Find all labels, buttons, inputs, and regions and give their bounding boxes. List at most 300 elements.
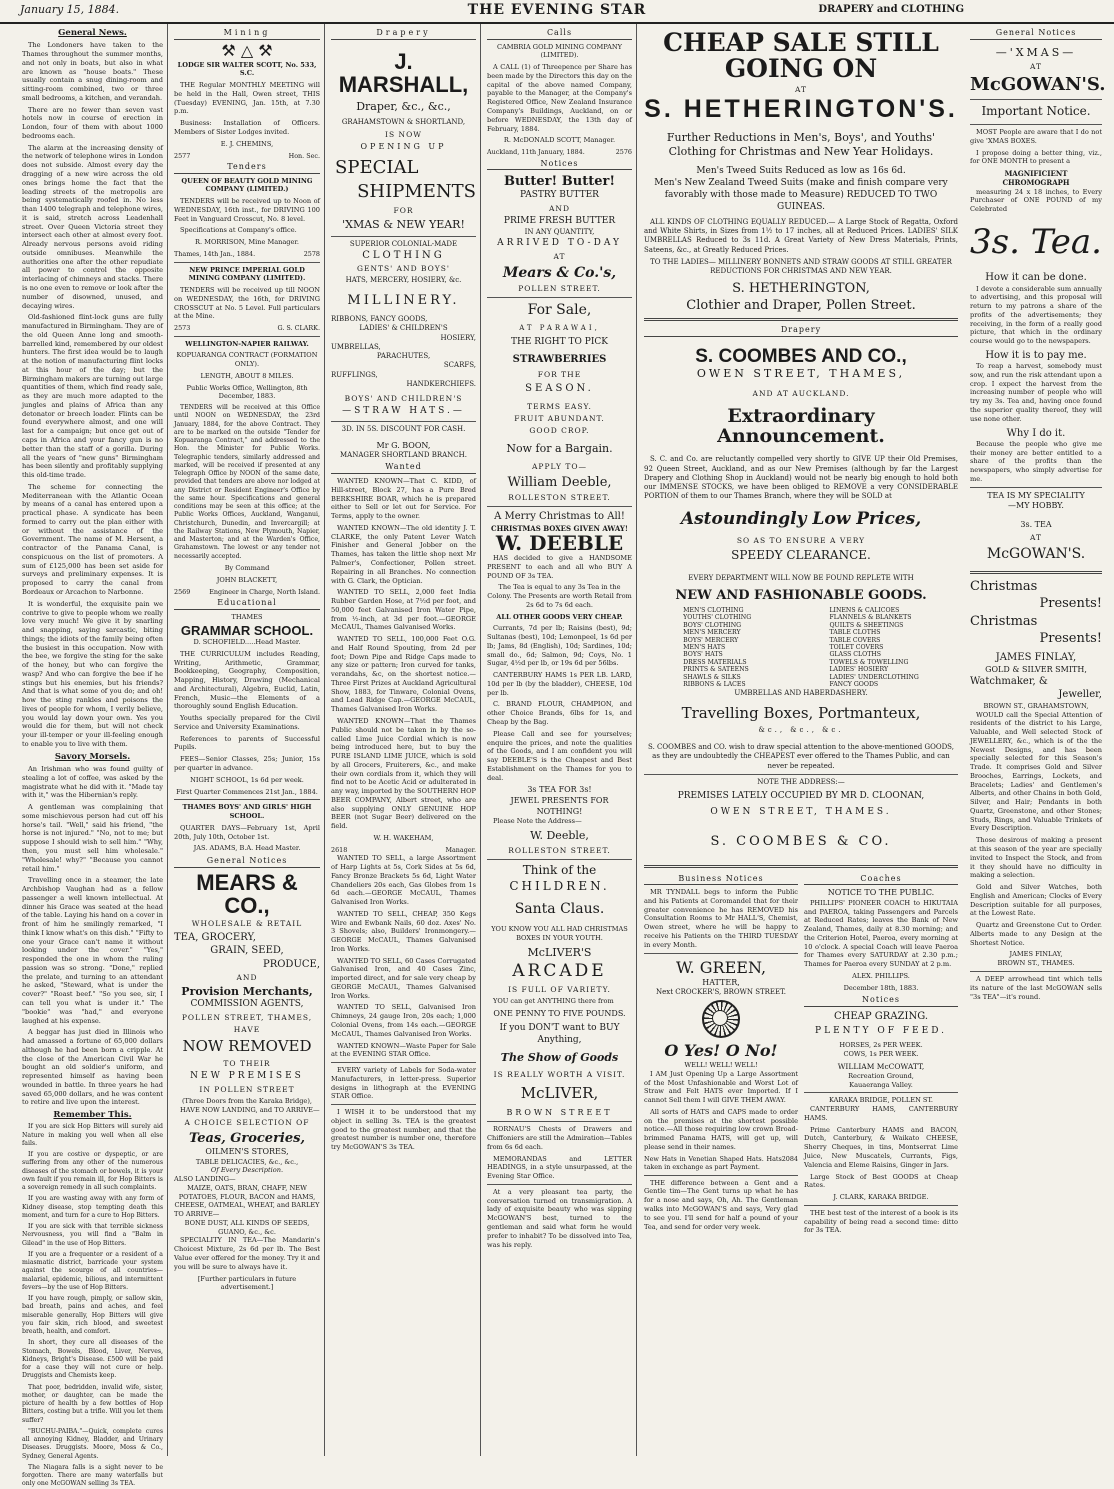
marshall-gents: GENTS' AND BOYS'	[357, 264, 450, 274]
canterbury-hams: CANTERBURY HAMS, CANTERBURY HAMS.	[804, 1105, 958, 1122]
marshall-title: J. MARSHALL,	[338, 48, 469, 97]
phillips-signature: ALEX. PHILLIPS.	[852, 971, 910, 980]
deeble-brand: C. BRAND FLOUR, CHAMPION, and other Choice Brands, 6lbs for 1s, and Cheap by the Bag.	[487, 700, 632, 726]
wanted-ad: WANTED KNOWN—That C. KIDD, of Hill-street, Block 27, has a Pure Bred BERKSHIRE BOAR, which he is prepared either to Sell or let out for Service. For Terms, apply to the owner.	[331, 477, 476, 521]
column-general-news	[18, 24, 168, 1488]
masonic-emblem-icon: ⚒ △ ⚒	[221, 40, 273, 60]
marshall-xmas: 'XMAS & NEW YEAR!	[342, 218, 465, 232]
how-title: How it can be done.	[985, 272, 1087, 284]
grammar-school-title: GRAMMAR SCHOOL.	[180, 623, 314, 639]
green-crocker: Next CROCKER'S, BROWN STREET.	[655, 988, 787, 997]
xmas-title: —'XMAS—	[995, 45, 1077, 59]
column-mcgowans	[966, 24, 1106, 1456]
why-title: Why I do it.	[1006, 427, 1066, 439]
hetherington-ladies: TO THE LADIES— MILLINERY BONNETS AND STRAW GOODS AT STILL GREATER REDUCTIONS FOR CHRISTMAS AND NEW YEAR.	[650, 258, 952, 276]
mears-address: POLLEN STREET, THAMES,	[181, 1013, 313, 1023]
grazing-ground: Recreation Ground,	[848, 1071, 914, 1080]
lodge-title: LODGE SIR WALTER SCOTT, No. 533, S.C.	[177, 60, 317, 78]
divider	[970, 487, 1102, 488]
list-item: RIBBONS & LACES	[683, 681, 746, 689]
wanted-ad: WANTED TO SELL, a large Assortment of Harp Lights at 5s, Cork Sides at 5s 6d, Fancy Bronze Brackets 5s 6d, Light Water Chandeliers 20s each, Gas Globes from 1s 6d each.—GEORGE McCAUL, Thames Galvanised Iron Works.	[331, 854, 476, 907]
coombes-text: S. C. and Co. are reluctantly compelled very shortly to GIVE UP their Old Premises, 92 Queen Street, Auckland, and as our New Premises (although by far the Largest Drapery and Clothing Shop in Auckland) would not be nearly big enough to hold both our IMMENSE STOCKS, we have been obliged to REMOVE a very CONSIDERABLE PORTION of them to our Thames Branch, where they will be SOLD at	[644, 455, 958, 501]
remember-paragraph: That poor, bedridden, invalid wife, sister, mother, or daughter, can be made the picture of health by a few bottles of Hop Bitters, costing but a trifle. Will you let them suffer?	[22, 1383, 163, 1424]
wanted-ad: WANTED TO SELL, Galvanised Iron Chimneys, 24 gauge Iron, 20s each; 1,000 Colonial Ovens, from 14s each.—GEORGE McCAUL, Thames Galvanised Iron Works.	[331, 1003, 476, 1038]
grazing-title: CHEAP GRAZING.	[834, 1011, 928, 1023]
general-news-heading: General News.	[58, 28, 127, 38]
grammar-town: THAMES	[231, 612, 263, 621]
divider	[644, 865, 958, 868]
coombes-signature: S. COOMBES & CO.	[710, 834, 892, 850]
phillips-ad: PHILLIPS' PIONEER COACH to HIKUTAIA and PAEROA, taking Passengers and Parcels at Reduced Rates; leaves the Bank of New Zealand, Thames, daily at 8.30 morning; and the Criterion Hotel, Paeroa, every morning at 10 o'clock. A special Coach will leave Paeroa for Thames every SATURDAY at 2.30 p.m.; Thames for Paeroa every SUNDAY at 2 p.m.	[804, 898, 958, 969]
mears-line: PRODUCE,	[262, 958, 320, 970]
boxes-title: CHRISTMAS BOXES GIVEN AWAY!	[491, 523, 628, 533]
coombes-umbrellas: UMBRELLAS AND HABERDASHERY.	[734, 688, 868, 697]
marshall-hats: HATS, MERCERY, HOSIERY, &c.	[345, 276, 462, 285]
coombes-auckland: AND AT AUCKLAND.	[752, 389, 850, 399]
divider	[487, 1184, 632, 1185]
divider	[644, 953, 798, 954]
mears-every: Of Every Description.	[210, 1166, 284, 1175]
arcade-brown: BROWN STREET	[506, 1107, 613, 1117]
arcade-penny: ONE PENNY TO FIVE POUNDS.	[493, 1008, 626, 1018]
general-notices-header: General Notices	[174, 856, 320, 868]
hetherington-signature: S. HETHERINGTON,	[732, 280, 870, 296]
marshall-scarfs: SCARFS,	[443, 361, 476, 370]
coaches-header: Coaches	[804, 874, 958, 886]
high-school-title: THAMES BOYS' AND GIRLS' HIGH SCHOOL.	[182, 803, 312, 821]
divider	[174, 799, 320, 800]
cheap-sale-at: AT	[794, 84, 807, 94]
mears-new-premises: NEW PREMISES	[190, 1071, 304, 1082]
memo-ad: MEMORANDAS and LETTER HEADINGS, in a style unsurpassed, at the Evening Star Office.	[487, 1154, 632, 1181]
railway-office: Public Works Office, Wellington, 8th December, 1883.	[186, 383, 308, 401]
finlay-brown: BROWN ST., GRAHAMSTOWN,	[983, 701, 1089, 710]
marshall-millinery: MILLINERY.	[347, 292, 460, 308]
green-text: I AM Just Opening Up a Large Assortment of the Most Unfashionable and Worst Lot of Straw and Felt HATS ever Imported. If I cannot Sell them I will GIVE THEM AWAY.	[644, 1069, 798, 1105]
coombes-speedy: SPEEDY CLEARANCE.	[731, 548, 871, 563]
remember-paragraph: If you are sick Hop Bitters will surely aid Nature in making you well when all else fails.	[22, 1123, 163, 1147]
list-item: BOYS' HATS	[683, 651, 723, 659]
marshall-ladies: LADIES' & CHILDREN'S	[359, 324, 448, 333]
coombes-extraordinary: Extraordinary Announcement.	[717, 405, 885, 448]
drapery-header: Drapery	[644, 325, 958, 337]
tea-at-label: AT	[1029, 532, 1042, 542]
deeble-cheap: ALL OTHER GOODS VERY CHEAP.	[496, 612, 623, 621]
wanted-ad: WANTED TO SELL, 2,000 feet India Rubber Garden Hose, at 7½d per foot, and 50,000 feet Galvanised Iron Water Pipe, from ½-inch, at 3d per foot.—GEORGE McCAUL, Thames Galvanised Works.	[331, 588, 476, 632]
ad-number: 2618	[331, 845, 348, 854]
grammar-headmaster: D. SCHOFIELD.....Head Master.	[193, 638, 301, 647]
finlay-jewel: Jeweller,	[1058, 689, 1102, 701]
marshall-opening: OPENING UP	[360, 141, 447, 151]
lodge-business: Business: Installation of Officers. Members of Sister Lodges invited.	[174, 119, 320, 136]
pay-title: How it is to pay me.	[985, 349, 1087, 361]
railway-signature: JOHN BLACKETT,	[216, 575, 278, 584]
hetherington-signature-line: Clothier and Draper, Pollen Street.	[686, 297, 916, 313]
coombes-title: S. COOMBES AND CO.,	[695, 345, 907, 367]
call-signature: R. McDONALD SCOTT, Manager.	[503, 136, 616, 145]
drapery-header: Drapery	[331, 28, 476, 40]
queen-text: TENDERS will be received up to Noon of WEDNESDAY, 16th inst., for DRIVING 100 Feet in Vanguard Crosscut, No. 8 level.	[174, 197, 320, 223]
forsale-crop: GOOD CROP.	[529, 425, 590, 435]
call-footer	[487, 148, 632, 157]
masthead	[0, 0, 1114, 24]
deep-ad: A DEEP arrowhead tint which tells its nature of the last McGOWAN sells "3s TEA"—it's round.	[970, 974, 1102, 1001]
butter-pollen: POLLEN STREET.	[518, 284, 601, 294]
arcade-full: IS FULL OF VARIETY.	[508, 984, 611, 994]
remember-paragraph: The Niagara falls is a sight never to be forgotten. There are many waterfalls but only one McGOWAN selling 3s TEA.	[22, 1463, 163, 1488]
mears-oil: OILMEN'S STORES,	[205, 1146, 289, 1156]
marshall-special: SPECIAL	[335, 157, 419, 179]
green-footer	[644, 1155, 798, 1172]
clark-large: Large Stock of Best GOODS at Cheap Rates.	[804, 1172, 958, 1190]
how-text: I devote a considerable sum annually to advertising, and this proposal will return to my patrons a share of the profits of the advertisements; they receiving, in the form of a really good picture, that which in the ordinary course would go to the newspapers.	[970, 284, 1102, 346]
hetherington-nz: Men's New Zealand Tweed Suits (make and finish compare very favorably with those made to Measure) REDUCED TO TWO GUINEAS.	[654, 177, 948, 212]
cheap-sale-title: CHEAP SALE STILL GOING ON	[663, 28, 939, 84]
forsale-fruit: FRUIT ABUNDANT.	[514, 413, 605, 423]
list-item: MEN'S HATS	[683, 644, 726, 651]
railway-text: TENDERS will be received at this Office until NOON on WEDNESDAY, the 23rd January, 1884, for the above Contract. They are to be marked on the outside "Tender for Kopuaranga Contract," and addressed to the Hon. the Minister for Public Works. Telegraphic tenders, similarly addressed and marked, will be received if presented at any Telegraph Office by NOON of the same date, provided that tenders are above nor lodged at any District or Resident Engineer's Office by the same hour. Specifications and general conditions may be seen at this office; at the Public Works Offices, Auckland, Wanganui, Christchurch, Dunedin, and Invercargill; at the Railway Stations, New Plymouth, Napier, and Masterton; and at the Warden's Office, Grahamstown. The lowest or any tender not necessarily accepted.	[174, 404, 320, 560]
wanted-ad: WANTED KNOWN—Waste Paper for Sale at the EVENING STAR Office.	[331, 1041, 476, 1059]
pay-text: To reap a harvest, somebody must sow, and run the risk attendant upon a crop. I expect the harvest from the increasing number of people who will try my 3s. Tea and, having once found the superior quality thereof, they will use none other.	[970, 362, 1102, 423]
butter-arrived: ARRIVED TO-DAY	[497, 237, 622, 248]
arcade-show: The Show of Goods	[500, 1051, 619, 1065]
mears-sub: WHOLESALE & RETAIL	[191, 918, 303, 928]
coombes-premises: PREMISES LATELY OCCUPIED BY MR D. CLOONAN,	[677, 791, 925, 802]
queen-spec: Specifications at Company's office.	[180, 226, 297, 235]
mears-teas: Teas, Groceries,	[189, 1130, 305, 1146]
mears-now-removed: NOW REMOVED	[182, 1037, 312, 1056]
divider	[174, 336, 320, 337]
coach-notice: NOTICE TO THE PUBLIC.	[827, 888, 935, 898]
morsel-paragraph: A beggar has just died in Illinois who had amassed a fortune of 65,000 dollars although he had been born a cripple. At the close of the American Civil War he bought an old soldier's uniform, and represented himself as having been wounded in battle. In three years he had saved 65,000 dollars, and he was content to retire and live upon the interest.	[22, 1028, 163, 1107]
business-notices	[644, 872, 798, 1239]
grazing-cows: COWS, 1s PER WEEK.	[843, 1050, 919, 1059]
divider	[487, 859, 632, 860]
deeble-note: Please Note the Address—	[493, 817, 582, 826]
divider	[174, 262, 320, 263]
hetherington-further: Further Reductions in Men's, Boys', and Youths' Clothing for Christmas and New Year Holidays.	[666, 130, 936, 159]
marshall-straw: —STRAW HATS.—	[342, 406, 465, 417]
list-item: YOUTHS' CLOTHING	[683, 614, 752, 622]
railway-footer	[174, 588, 320, 597]
labels-ad: EVERY variety of Labels for Soda-water Manufacturers, in letter-press. Superior designs in lithograph at the EVENING STAR Office.	[331, 1066, 476, 1101]
list-item: PRINTS & SATEENS	[683, 666, 749, 674]
railway-by-command: By Command	[224, 563, 270, 572]
mears-have: HAVE	[233, 1025, 261, 1035]
grammar-night: NIGHT SCHOOL, 1s 6d per week.	[190, 775, 304, 784]
butter-and: AND	[549, 204, 570, 214]
remember-paragraph: If you are wasting away with any form of Kidney disease, stop tempting death this moment, and turn for a cure to Hop Bitters.	[22, 1195, 163, 1219]
mears-and: AND	[236, 972, 258, 982]
karaka-title: KARAKA BRIDGE, POLLEN ST.	[829, 1096, 933, 1105]
propose-text: I propose doing a better thing, viz., for ONE MONTH to present a	[970, 148, 1102, 166]
forsale-strawberries: STRAWBERRIES	[512, 354, 607, 366]
think-title: Think of the	[522, 862, 597, 877]
butter-at: AT	[553, 251, 566, 261]
list-item: SHAWLS & SILKS	[683, 673, 741, 681]
arcade-worth: IS REALLY WORTH A VISIT.	[493, 1069, 626, 1079]
divider	[970, 971, 1102, 972]
arcade-title: ARCADE	[512, 961, 607, 982]
forsale-apply: APPLY TO—	[532, 462, 587, 472]
coombes-note: NOTE THE ADDRESS:—	[757, 778, 845, 787]
wish-ad: I WISH it to be understood that my object in selling 3s. TEA is the greatest good to the greatest number, and that the greatest number is number one, therefore try McGOWAN'S 3s TEA.	[331, 1108, 476, 1152]
ad-number: 2577	[174, 151, 191, 160]
arcade-dont: If you DON'T want to BUY Anything,	[499, 1023, 620, 1046]
goods-list-left	[683, 607, 751, 689]
deeble-title: W. DEEBLE	[495, 530, 624, 555]
list-item: TOILET COVERS	[829, 644, 884, 651]
list-item: FLANNELS & BLANKETS	[829, 614, 912, 622]
list-item: MEN'S CLOTHING	[683, 606, 744, 614]
queen-title: QUEEN OF BEAUTY GOLD MINING COMPANY (LIMITED.)	[181, 176, 313, 194]
list-item: MEN'S MERCERY	[683, 629, 741, 637]
notices-header: Notices	[804, 995, 958, 1007]
marshall-superior: SUPERIOR COLONIAL-MADE	[349, 239, 458, 248]
clark-signature: J. CLARK, KARAKA BRIDGE.	[833, 1193, 929, 1202]
high-school-signature: JAS. ADAMS, B.A. Head Master.	[193, 844, 301, 853]
lodge-secretary: Hon. Sec.	[288, 151, 320, 160]
divider	[487, 297, 632, 298]
grammar-fees: FEES—Senior Classes, 25s; Junior, 15s per quarter in advance.	[174, 755, 320, 773]
ad-number: 2569	[174, 587, 191, 596]
chromograph-title: MAGNIFICIENT CHROMOGRAPH	[1002, 169, 1070, 188]
educational-header: Educational	[174, 598, 320, 610]
sun-emblem-icon	[702, 1000, 740, 1038]
marshall-clothing: CLOTHING	[362, 250, 445, 262]
news-paragraph: The scheme for connecting the Mediterranean with the Atlantic Ocean by means of a canal has entered upon a practical phase. A syndicate has been formed to carry out the plan either with or without the assistance of the Government. The name of M. Hersent, a contractor of the Panama Canal, is conspicuous on the list of promoters. A sum of £125,000 has been set aside for surveys and preliminary expenses. It is proposed to carry the canal from Bordeaux or Arcachon to Narbonne.	[22, 482, 163, 596]
marshall-handkerchiefs: HANDKERCHIEFS.	[406, 380, 476, 389]
mears-in: IN POLLEN STREET	[199, 1085, 295, 1095]
forsale-deeble: William Deeble,	[507, 475, 612, 491]
list-item: LADIES' UNDERCLOTHING	[829, 673, 919, 681]
ad-number: 2576	[615, 148, 632, 157]
marshall-boys: BOYS' AND CHILDREN'S	[344, 394, 463, 404]
news-paragraph: The Londoners have taken to the Thames throughout the summer months, and not only in boats, but also in what are known as "house boats." These usually contain a snug dining-room and sitting-room combined, two or three small bedrooms, a kitchen, and verandah.	[22, 41, 163, 102]
marshall-parachutes: PARACHUTES,	[376, 352, 431, 361]
list-item: TABLE CLOTHS	[829, 629, 881, 637]
remember-paragraph: In short, they cure all diseases of the Stomach, Bowels, Blood, Liver, Nerves, Kidneys, Bright's Disease. £500 will be paid for a case they will not cure or help. Druggists and Chemists keep.	[22, 1339, 163, 1380]
grazing-plenty: PLENTY OF FEED.	[815, 1026, 947, 1037]
morsel-paragraph: A gentleman was complaining that some mischievous person had cut off his horse's tail. "Well," said his friend, "the horse is not injured." "No, not to me; but suppose I should wish to sell him." "Why, then, you must sell him wholesale." "Wholesale! why?" "Because you cannot retail him."	[22, 803, 163, 873]
mining-header: Mining	[174, 28, 320, 40]
wanted-ad: WANTED TO SELL, 100,000 Feet O.G. and Half Round Spouting, from 2d per foot; Down Pipe and Ridge Caps made to any size or pattern; Iron curved for tanks, verandahs, &c, on the shortest notice.—Three First Prizes at Auckland Agricultural Show, 1883, for Tinware, Colonial Ovens, and Lead Ridge Cap.—GEORGE McCAUL, Thames Galvanised Iron Works.	[331, 635, 476, 714]
list-item: LADIES' HOSIERY	[829, 666, 889, 674]
mears-arrive-items: BONE DUST, ALL KINDS OF SEEDS, GUANO, &c., &c.	[184, 1218, 310, 1236]
wanted-ad: WANTED KNOWN—The old identity J. T. CLARKE, the only Patent Lever Watch Finisher and General Jobber on the Thames, has taken the little shop next Mr Palmer's, Confectioner, Pollen street. Repairing in all Branches. No connection with G. Clark, the Optician.	[331, 523, 476, 585]
forsale-season: SEASON.	[525, 383, 594, 395]
divider	[487, 1121, 632, 1122]
children-title: CHILDREN.	[509, 878, 610, 893]
tea-title: 3s. Tea.	[970, 222, 1102, 263]
marshall-hosiery: HOSIERY,	[440, 333, 476, 342]
wanted-ad: WANTED TO SELL, 60 Cases Corrugated Galvanised Iron, and 40 Cases Zinc, imported direct, and for sale very cheap by GEORGE McCAUL, Thames Galvanised Iron Works.	[331, 956, 476, 1000]
butter-prime: PRIME FRESH BUTTER	[503, 216, 616, 227]
marshall-ribbons: RIBBONS, FANCY GOODS,	[331, 314, 428, 323]
marshall-shipments: SHIPMENTS	[357, 181, 476, 203]
queen-date: Thames, 14th Jan., 1884.	[174, 250, 256, 259]
mears-to: TO THEIR	[223, 1059, 271, 1069]
coaches-and-notices	[804, 872, 958, 1239]
christmas-heading: Christmas	[970, 613, 1038, 629]
list-item: TABLE COVERS	[829, 636, 881, 644]
diff-ad: THE difference between a Gent and a Gentle tim—The Gent turns up what he has for a nose and says, Oh, Ah. The Gentleman walks into McGOWAN'S and says, Very glad to see you. I'll send for half a pound of your Tea, and send for order very week.	[644, 1178, 798, 1231]
finlay-signature: JAMES FINLAY,	[1009, 950, 1063, 959]
deeble-rolleston: ROLLESTON STREET.	[508, 845, 611, 855]
tyndall-ad: MR TYNDALL begs to inform the Public and his Patients at Coromandel that for their greater convenience he has REMOVED his Consultation Rooms to Mr HALL'S, Chemist, Owen street, where he will be happy to receive his Patients on the THIRD TUESDAY in every Month.	[644, 888, 798, 949]
you-text: YOU KNOW YOU ALL HAD CHRISTMAS BOXES IN YOUR YOUTH.	[491, 925, 628, 942]
divider	[644, 318, 958, 321]
railway-contract: KOPUARANGA CONTRACT (FORMATION ONLY).	[176, 351, 318, 369]
marshall-rufflings: RUFFLINGS,	[331, 370, 378, 379]
marshall-umbrellas: UMBRELLAS,	[331, 342, 381, 351]
finlay-quartz: Quartz and Greenstone Cut to Order. Alberts made to any Design at the Shortest Notice.	[970, 921, 1102, 947]
list-item: GLASS CLOTHS	[829, 651, 881, 659]
prince-title: NEW PRINCE IMPERIAL GOLD MINING COMPANY (LIMITED).	[188, 265, 306, 283]
column-drapery-wanted	[327, 24, 481, 1456]
mears-line: GRAIN, SEED,	[210, 945, 284, 957]
wanted-ad: WANTED KNOWN—That the Thames Public should not be taken in by the so-called Lime Juice Cordial which is now being introduced here, but to buy the PURE ISLAND LIME JUICE, which is sold by all Grocers, Fruiterers, &c., and make their own cordials from it, which they will find not to be Acetic Acid or adulterated in any way, imported by the SOUTHERN HOP BEER COMPANY, Albert street, who are also supplying ONLY GENUINE HOP BEER (not Sugar Beer) delivered on the field.	[331, 717, 476, 831]
railway-length: LENGTH, ABOUT 8 MILES.	[200, 371, 294, 380]
list-item: BOYS' CLOTHING	[683, 621, 742, 629]
coombes-ensure: SO AS TO ENSURE A VERY	[736, 536, 866, 546]
deeble-tea: The Tea is equal to any 3s Tea in the Colony. The Presents are worth Retail from 2s 6d to 7s 6d each.	[487, 583, 632, 609]
remember-paragraph: "BUCHU-PAIBA."—Quick, complete cures all annoying Kidney, Bladder, and Urinary Diseases. Druggists. Moore, Moss & Co., Sydney, General Agents.	[22, 1427, 163, 1460]
remember-paragraph: If you are sick with that terrible sickness Nervousness, you will find a "Balm in Gilead" in the use of Hop Bitters.	[22, 1223, 163, 1247]
notices-header: Notices	[487, 159, 632, 171]
coombes-owen: OWEN STREET, THAMES,	[696, 366, 906, 380]
mears-three: (Three Doors from the Karaka Bridge),	[181, 1097, 312, 1106]
marshall-is-now: IS NOW	[385, 129, 422, 139]
finlay-name: JAMES FINLAY,	[995, 652, 1077, 664]
cambria-title: CAMBRIA GOLD MINING COMPANY (LIMITED).	[496, 42, 623, 60]
marshall-discount: 3D. IN 5S. DISCOUNT FOR CASH.	[341, 425, 466, 434]
santa-title: Santa Claus.	[514, 901, 605, 918]
grammar-references: References to parents of Successful Pupils.	[174, 734, 320, 752]
news-paragraph: The alarm at the increasing density of the network of telephone wires in London does not subside. Almost every day the dragging of a new wire across the old ones brings home the fact that the leading streets of the metropolis are being systematically roofed in. No less than 1400 telegraph and telephone wires, it is said, stretch across Leadenhall street. Over Queen Victoria street they intersect each other at almost every foot. Already nervous persons avoid riding outside omnibuses. Meanwhile the authorities one after the other repudiate all power to control the opposite interlacing of chimneys and stacks. There is no one even to remove or look after the number of disowned, unused, and decaying wires.	[22, 143, 163, 310]
hetherington-kinds: ALL KINDS OF CLOTHING EQUALLY REDUCED.— A Large Stock of Regatta, Oxford and White Shirts, in Sizes from 1½ to 17 inches, all at Reduced Prices. LADIES' SILK UMBRELLAS Reduced to 3s 11d. A Great Variety of New Dress Materials, Prints, Sateens, &c., at Greatly Reduced Prices.	[644, 217, 958, 254]
green-well: WELL! WELL! WELL!	[684, 1061, 758, 1069]
wanted-role: Manager.	[445, 845, 476, 854]
deeble-jewel: JEWEL PRESENTS FOR NOTHING!	[510, 795, 609, 816]
wanted-signature: W. H. WAKEHAM,	[373, 833, 434, 842]
coombes-etc: &c., &c., &c.	[758, 725, 844, 734]
hetherington-tweed: Men's Tweed Suits Reduced as low as 16s 6d.	[696, 165, 906, 176]
green-title: W. GREEN,	[675, 957, 767, 977]
railway-role: Engineer in Charge, North Island.	[209, 587, 320, 596]
news-paragraph: There are no fewer than seven vast hotels now in course of erection in London, four of them with about 1000 bedrooms each.	[22, 105, 163, 140]
wanted-footer	[331, 846, 476, 855]
green-more: All sorts of HATS and CAPS made to order on the premises at the shortest possible notice.—All those requiring low crown Broad-brimmed Panama HATS, will get up, will please send in their names.	[644, 1107, 798, 1151]
divider	[970, 99, 1102, 100]
general-notices-header: General Notices	[970, 28, 1102, 40]
mears-also: ALSO LANDING—	[174, 1175, 236, 1184]
divider	[970, 571, 1102, 574]
ad-number: 2084	[781, 1154, 798, 1163]
tea-at-text: 3s. TEA	[1020, 519, 1052, 529]
morsel-paragraph: An Irishman who was found guilty of stealing a lot of coffee, was asked by the magistrate what he did with it. "Made tay with it," was the Hibernian's reply.	[22, 765, 163, 800]
mcgowans-title-2: McGOWAN'S.	[986, 545, 1086, 562]
butter-quantity: IN ANY QUANTITY,	[524, 228, 595, 237]
call-text: A CALL (1) of Threepence per Share has been made by the Directors this day on the capital of the above named Company, payable to the Manager, at the Company's Registered Office, New Zealand Insurance Company's Buildings, Auckland, on or before WEDNESDAY, the 13th day of February, 1884.	[487, 63, 632, 133]
savory-morsels-heading: Savory Morsels.	[54, 751, 131, 762]
list-item: BOYS' MERCERY	[683, 636, 739, 644]
coombes-owen2: OWEN STREET, THAMES.	[710, 807, 892, 818]
deeble-hams: CANTERBURY HAMS 1s PER LB. LARD, 10d per lb (by the bladder), CHEESE, 10d per lb.	[487, 671, 632, 697]
grammar-prep: Youths specially prepared for the Civil Service and University Examinations.	[174, 714, 320, 731]
cabinets-ad: RORNAU'S Chests of Drawers and Chiffoniers are still the Admiration—Tables from 6s 6d each.	[487, 1125, 632, 1151]
mcliver-title: McLIVER'S	[527, 945, 592, 959]
forsale-right: THE RIGHT TO PICK	[511, 337, 608, 348]
mears-table: TABLE DELICACIES, &c., &c.,	[195, 1157, 299, 1166]
deeble-text: HAS decided to give a HANDSOME PRESENT to each and all who BUY A POUND OF 3s TEA.	[487, 553, 632, 580]
mears-line: Provision Merchants,	[181, 984, 313, 998]
coombes-new: NEW AND FASHIONABLE GOODS.	[675, 587, 927, 603]
measuring-text: measuring 24 x 18 inches, to Every Purchaser of ONE POUND of my Celebrated	[970, 187, 1102, 214]
paper-title: THE EVENING STAR	[467, 2, 647, 18]
marshall-location: GRAHAMSTOWN & SHORTLAND,	[341, 118, 466, 127]
ad-number: 2578	[303, 250, 320, 259]
deeble-tea3: 3s TEA FOR 3s!	[527, 785, 592, 795]
grazing-valley: Kauaeranga Valley.	[849, 1080, 913, 1089]
deeble-please: Please Call and see for yourselves; enquire the prices, and note the qualities of the Goods, and I am confident you will say DEEBLE'S is the Cheapest and Best Establishment on the Thames for you to deal.	[487, 729, 632, 782]
lodge-signature: E. J. CHEMINS,	[220, 139, 274, 148]
mears-line: TEA, GROCERY,	[174, 931, 256, 943]
best-test-ad: THE best test of the interest of a book is its capability of being read a second time: ditto for 3s TEA.	[804, 1208, 958, 1235]
deeble-name: W. Deeble,	[530, 828, 589, 842]
news-paragraph: Old-fashioned flint-lock guns are fully manufactured in Birmingham. They are of the old Queen Anne long and smooth-barrelled kind, remembered by our oldest hunters. The first idea would be to laugh at the notion of manufacturing flint locks at this hour of the day; but the Birmingham makers are turning out large quantities of them, which find ready sale, as they are much more adapted to the jungles and plains of Africa than any detonator or breech loader. Flints can be found everywhere almost, and one will last for a campaign; but once get out of caps in Africa and your fancy gun is no better than the staff of a gorilla. During all the years of "new guns" Birmingham has been silently and profitably supplying this old-time trade.	[22, 313, 163, 480]
presents-heading: Presents!	[1039, 630, 1102, 646]
railway-title: WELLINGTON-NAPIER RAILWAY.	[185, 339, 309, 348]
deeble-list: Currants, 7d per lb; Raisins (best), 9d; Sultanas (best), 10d; Lemonpeel, 1s 6d per lb; Jams, 8d (English), 10d; Sardines, 10d; small do., 6d; Salmon, 9d; Coys, No. 1 Sugar, 4½d per lb, or 19s 6d per 56lbs.	[487, 624, 632, 668]
finlay-gold: GOLD & SILVER SMITH,	[985, 664, 1087, 674]
morsel-paragraph: Travelling once in a steamer, the late Archbishop Vaughan had as a fellow passenger a well known intellectual. At dinner his Grace was seated at the head of the table. Laying his hand on a cover in front of him he smilingly remarked, "I think I know what's on this dish." "Fifty to one your Grace can't name it without looking under the cover." "Yes," responded the one in whom the ruling passion was so strong. "Done," replied the prelate, and turning to an attendant he asked, "Steward, what is under the cover?" "Roast beef." "So you see, sir, I can tell you what is under it." The "bookie" was "had," and everyone laughed at his expense.	[22, 876, 163, 1025]
finlay-watch: Watchmaker, &	[970, 676, 1048, 688]
divider	[804, 1205, 958, 1206]
column-mining-tenders	[170, 24, 325, 1456]
merry-title: A Merry Christmas to All!	[494, 511, 625, 523]
party-ad: At a very pleasant tea party, the conversation turned on transmigration. A lady of exquisite beauty who was sipping McGOWAN'S best, turned to the gentleman and said what form he would prefer to inhabit? To be dissolved into Tea, was his reply.	[487, 1187, 632, 1249]
mears-speciality: SPECIALITY IN TEA—The Mandarin's Choicest Mixture, 2s 6d per lb. The Best Value ever offered for the money. Try it and you will be sure to always have it.	[174, 1236, 320, 1271]
list-item: TOWELS & TOWELLING	[829, 658, 909, 666]
mears-items: MAIZE, OATS, BRAN, CHAFF, NEW POTATOES, FLOUR, BACON and HAMS, CHEESE, OATMEAL, WHEAT, and BARLEY	[174, 1183, 320, 1210]
forsale-rolleston: ROLLESTON STREET.	[508, 493, 611, 503]
news-paragraph: It is wonderful, the exquisite pain we contrive to give to people whom we really love very much! We give it by snarling and snapping, saying sarcastic, biting things; the idiots of the family being often the busiest in this occupation. Now with the bee, we forgive the sting for the sake of the honey, but who can forgive the wasp? And who can forgive the bee if he stings but his enemies, but his friends? And that is what some of you do; and oh! how the sting rankles and poisons the lives of people for whom, I verily believe, you would lay down your own. Yes you would die for them, but will not check your ill-temper or your ill-feeling enough to enable you to live with them.	[22, 599, 163, 749]
grammar-curriculum: THE CURRICULUM includes Reading, Writing, Arithmetic, Grammar, Bookkeeping, Geography, Composition, Mapping, History, Drawing (Mechanical and Architectural), Algebra, Euclid, Latin, French, Music—the Elements of a thoroughly sound English Education.	[174, 649, 320, 711]
divider	[644, 1175, 798, 1176]
lodge-footer	[174, 152, 320, 161]
why-text: Because the people who give me their money are better entitled to a share of the profits than the newspapers, who simply advertise for me.	[970, 439, 1102, 483]
marshall-for: FOR	[393, 206, 414, 216]
finlay-text: WOULD call the Special Attention of residents of the district to his Large, Valuable, and Well selected Stock of JEWELLERY, &c., which is of the the Newest Designs, and has been specially selected for this Season's Trade. It comprises Gold and Silver Brooches, Earrings, Lockets, and Bracelets; Ladies' and Gentlemen's Alberts, and other Chains in both Gold, Silver, and Hair; Pendants in both Quartz, Greenstone, and other Stones; Studs, Rings, and Valuable Trinkets of Every Description.	[970, 710, 1102, 833]
prince-text: TENDERS will be received up till NOON on WEDNESDAY, the 16th, for DRIVING CROSSCUT at No. 5 Level. Full particulars at the Mine.	[174, 286, 320, 321]
lower-notices	[644, 872, 958, 1239]
important-notice: Important Notice.	[981, 104, 1091, 119]
finlay-more: Those desirous of making a present at this season of the year are specially invited to Inspect the Stock, and from it they should have no difficulty in making a selection.	[970, 836, 1102, 880]
butter-mears: Mears & Co.'s,	[502, 264, 617, 281]
forsale-parawai: AT PARAWAI,	[519, 323, 600, 332]
business-header: Business Notices	[644, 874, 798, 886]
forsale-terms: TERMS EASY.	[527, 401, 592, 411]
divider	[331, 1062, 476, 1063]
remember-paragraph: If you are a frequenter or a resident of a miasmatic district, barricade your system against the scourge of all countries—malarial, epidemic, bilious, and intermittent fevers—by the use of Hop Bitters.	[22, 1250, 163, 1291]
issue-date: January 15, 1884.	[20, 3, 120, 16]
coombes-travelling: Travelling Boxes, Portmanteux,	[681, 703, 921, 722]
green-new: New Hats in Venetian Shaped Hats. Hats taken in exchange as part Payment.	[644, 1154, 782, 1172]
grammar-quarter: First Quarter Commences 21st Jan., 1884.	[176, 787, 318, 796]
divider	[331, 1104, 476, 1105]
mears-line: COMMISSION AGENTS,	[190, 999, 304, 1010]
